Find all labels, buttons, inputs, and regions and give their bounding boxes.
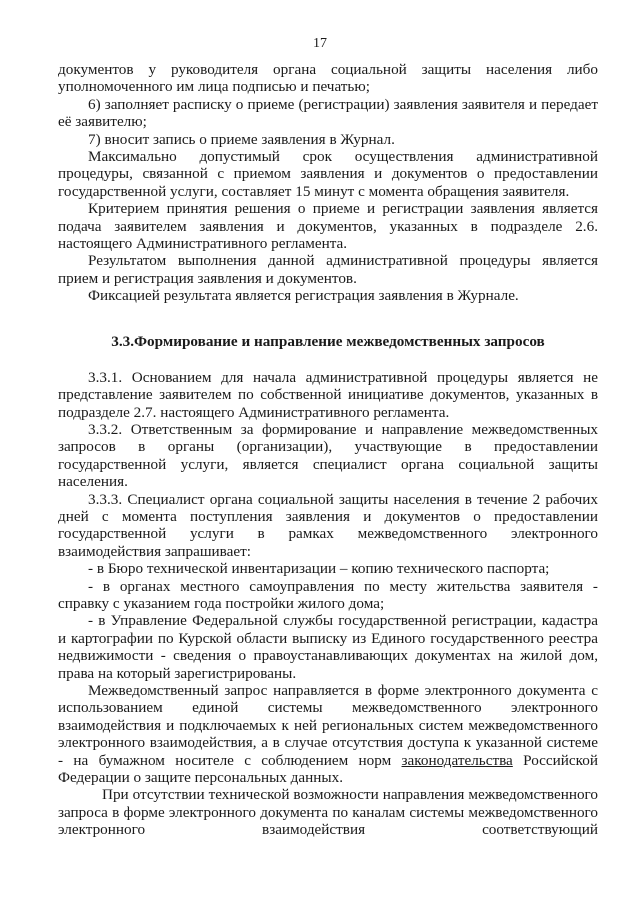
paragraph: 3.3.1. Основанием для начала административной процедуры является не представление заявителем по собственной инициативе документов, указанных в подразделе 2.7. настоящего Административного регламента. [58, 368, 598, 421]
paragraph: Результатом выполнения данной административной процедуры является прием и регистрация заявления и документов. [58, 252, 598, 287]
list-item: - в органах местного самоуправления по месту жительства заявителя - справку с указанием года постройки жилого дома; [58, 577, 598, 612]
paragraph: 6) заполняет расписку о приеме (регистрации) заявления заявителя и передает её заявителю; [58, 95, 598, 131]
paragraph: Фиксацией результата является регистрация заявления в Журнале. [88, 287, 519, 305]
section-heading: 3.3.Формирование и направление межведомственных запросов [111, 332, 545, 350]
paragraph: Максимально допустимый срок осуществления административной процедуры, связанной с приемом заявления и документов о предоставлении государственной услуги, составляет 15 минут с момента обращения заявителя. [58, 148, 598, 200]
spacer [58, 305, 598, 333]
paragraph: 3.3.3. Специалист органа социальной защиты населения в течение 2 рабочих дней с момента поступления заявления и документов о предоставлении государственной услуги в рамках межведомственного электронного взаимодействия запрашивает: [58, 490, 598, 560]
legislation-link[interactable]: законодательства [401, 751, 513, 769]
paragraph: Критерием принятия решения о приеме и регистрации заявления является подача заявителем заявления и документов, указанных в подразделе 2.6. настоящего Административного регламента. [58, 200, 598, 253]
paragraph: документов у руководителя органа социальной защиты населения либо уполномоченного им лица подписью и печатью; [58, 61, 598, 96]
list-item: - в Бюро технической инвентаризации – копию технического паспорта; [88, 560, 550, 578]
paragraph: При отсутствии технической возможности направления межведомственного запроса в форме электронного документа по каналам системы межведомственного электронного взаимодействия соответствующий [58, 786, 598, 839]
paragraph-text: Российской Федерации о защите персональных данных. [58, 751, 598, 787]
page-body [58, 61, 598, 839]
paragraph-request [58, 682, 598, 786]
paragraph-text: Межведомственный запрос направляется в форме электронного документа с использованием единой системы межведомственного электронного взаимодействия и подключаемых к ней региональных систем межведомственного электронного взаимодействия, а в случае отсутствия доступа к указанной системе - на бумажном носителе с соблюдением норм [58, 682, 598, 769]
paragraph: 7) вносит запись о приеме заявления в Журнал. [88, 130, 395, 148]
paragraph: 3.3.2. Ответственным за формирование и направление межведомственных запросов в органы (организации), участвующие в предоставлении государственной услуги, является специалист органа социальной защиты населения. [58, 420, 598, 491]
page-number: 17 [313, 36, 327, 51]
list-item: - в Управление Федеральной службы государственной регистрации, кадастра и картографии по Курской области выписку из Единого государственного реестра недвижимости - сведения о правоустанавливающих документах на жилой дом, права на который зарегистрированы. [58, 612, 598, 682]
